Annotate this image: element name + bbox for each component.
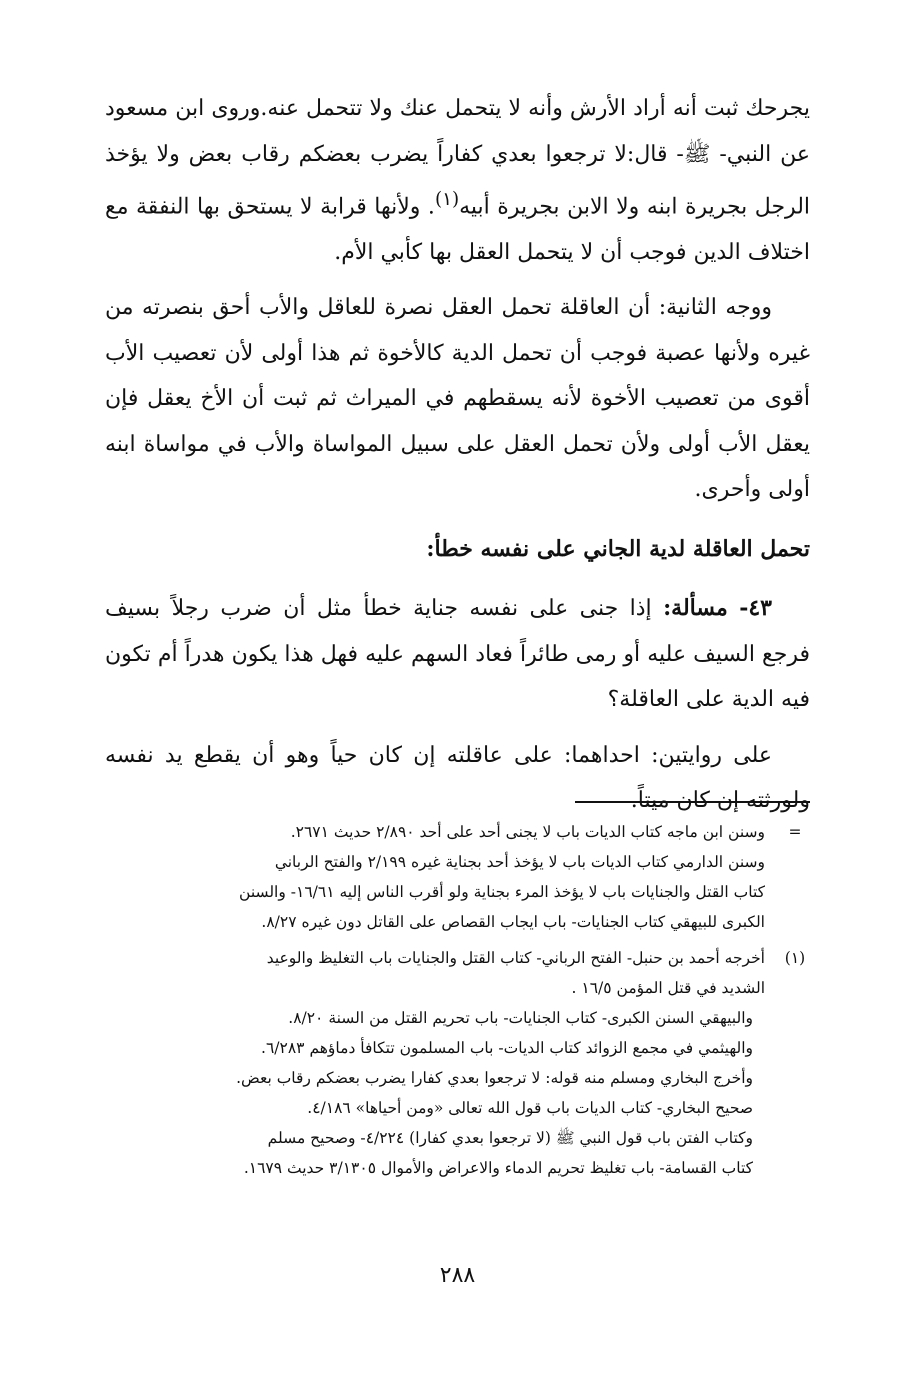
footnote-1 [100, 943, 815, 1183]
paragraph-1 [105, 86, 810, 275]
paragraph-1-text: يجرحك ثبت أنه أراد الأرش وأنه لا يتحمل عنك ولا تتحمل عنه.وروى ابن مسعود عن النبي- ﷺ- قال:لا ترجعوا بعدي كفاراً يضرب بعضكم رقاب بعض ولا يؤخذ الرجل بجريرة ابنه ولا الابن بجريرة أبيه [105, 96, 811, 220]
footnote-line: وكتاب الفتن باب قول النبي ﷺ (لا ترجعوا بعدي كفارا) ٤/٢٢٤- وصحيح مسلم [267, 1129, 753, 1147]
footnote-line: وسنن ابن ماجه كتاب الديات باب لا يجنى أحد على أحد ٢/٨٩٠ حديث ٢٦٧١. [290, 823, 765, 841]
issue-label: مسألة: [663, 595, 728, 622]
footnote-line: والبيهقي السنن الكبرى- كتاب الجنايات- باب تحريم القتل من السنة ٨/٢٠. [288, 1009, 753, 1027]
footnote-line: أخرجه أحمد بن حنبل- الفتح الرباني- كتاب القتل والجنايات باب التغليظ والوعيد [266, 949, 765, 967]
footnote-line: كتاب القسامة- باب تغليظ تحريم الدماء والاعراض والأموال ٣/١٣٠٥ حديث ١٦٧٩. [243, 1159, 753, 1177]
footnote-continuation [100, 817, 815, 937]
main-text-body [105, 86, 810, 834]
footnote-line: صحيح البخاري- كتاب الديات باب قول الله تعالى «ومن أحياها» ٤/١٨٦. [307, 1099, 753, 1117]
section-heading: تحمل العاقلة لدية الجاني على نفسه خطأ: [426, 535, 810, 562]
issue-text: إذا جنى على نفسه جناية خطأ مثل أن ضرب رجلاً بسيف فرجع السيف عليه أو رمى طائراً فعاد السهم عليه فهل هذا يكون هدراً أم تكون فيه الدية على العاقلة؟ [105, 596, 810, 713]
footnote-line: الكبرى للبيهقي كتاب الجنايات- باب ايجاب القصاص على القاتل دون غيره ٨/٢٧. [261, 913, 765, 931]
footnote-1-sources [100, 1003, 765, 1183]
issue-number: ٤٣- [739, 595, 772, 622]
footnote-separator [575, 801, 810, 803]
paragraph-2: ووجه الثانية: أن العاقلة تحمل العقل نصرة للعاقل والأب أحق بنصرته من غيره ولأنها عصبة فوجب أن تحمل الدية كالأخوة ثم هذا أولى لأن تعصيب الأب أقوى من تعصيب الأخوة لأنه يسقطهم في الميراث ثم ثبت أن الأخ يعقل فإن يعقل الأب أولى ولأن تحمل العقل على سبيل المواساة والأب في مواساة ابنه أولى وأحرى. [105, 295, 810, 503]
footnote-line: وأخرج البخاري ومسلم منه قوله: لا ترجعوا بعدي كفارا يضرب بعضكم رقاب بعض. [236, 1069, 753, 1087]
footnote-line: الشديد في قتل المؤمن ١٦/٥ . [571, 979, 765, 997]
footnote-line: كتاب القتل والجنايات باب لا يؤخذ المرء بجناية ولو أقرب الناس إليه ١٦/٦١- والسنن [239, 883, 765, 901]
footnote-line: والهيثمي في مجمع الزوائد كتاب الديات- باب المسلمون تتكافأ دماؤهم ٦/٢٨٣. [261, 1039, 753, 1057]
page-number: ٢٨٨ [439, 1263, 476, 1288]
paragraph-1-tail: . ولأنها قرابة لا يستحق بها النفقة مع اختلاف الدين فوجب أن لا يتحمل العقل بها كأبي الأم. [105, 194, 810, 265]
footnote-line: وسنن الدارمي كتاب الديات باب لا يؤخذ أحد بجناية غيره ٢/١٩٩ والفتح الرباني [274, 853, 765, 871]
paragraph-4: على روايتين: احداهما: على عاقلته إن كان حياً وهو أن يقطع يد نفسه ولورثته إن كان ميتاً. [105, 742, 810, 814]
issue-paragraph [105, 586, 810, 723]
footnote-reference: (١) [434, 189, 460, 210]
footnote-1-marker: (١) [784, 949, 806, 967]
continuation-marker: = [788, 823, 802, 841]
footnotes [100, 817, 815, 1189]
